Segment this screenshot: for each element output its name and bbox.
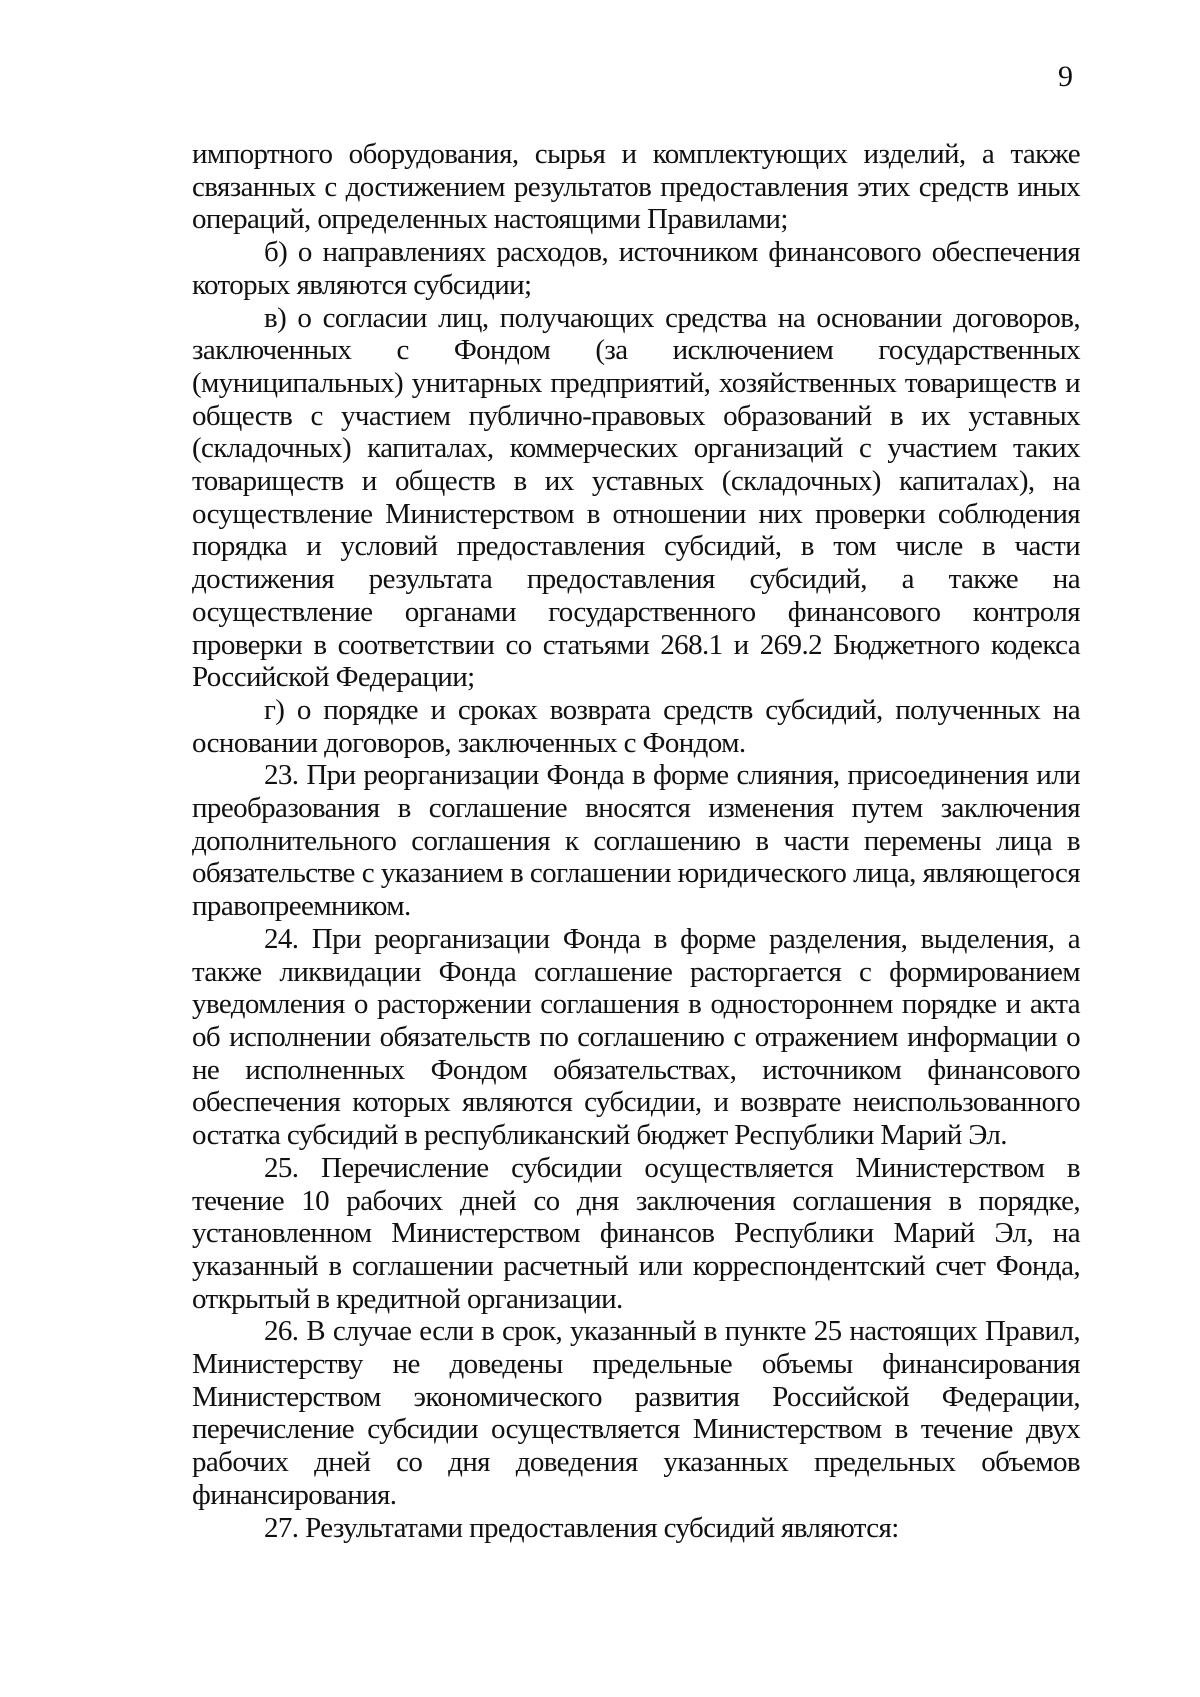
paragraph-25: 25. Перечисление субсидии осуществляется Министерством в течение 10 рабочих дней со дня заключения соглашения в порядке, установленном Министерством финансов Республики Марий Эл, на указанный в соглашении расчетный или корреспондентский счет Фонда, открытый в кредитной организации. xyxy=(192,1151,1080,1315)
paragraph-item-b: б) о направлениях расходов, источником финансового обеспечения которых являются субсидии; xyxy=(192,236,1080,301)
paragraph-item-v: в) о согласии лиц, получающих средства на основании договоров, заключенных с Фондом (за исключением государственных (муниципальных) унитарных предприятий, хозяйственных товариществ и обществ с участием публично-правовых образований в их уставных (складочных) капиталах, коммерческих организаций с участием таких товариществ и обществ в их уставных (складочных) капиталах), на осуществление Министерством в отношении них проверки соблюдения порядка и условий предоставления субсидий, в том числе в части достижения результата предоставления субсидий, а также на осуществление органами государственного финансового контроля проверки в соответствии со статьями 268.1 и 269.2 Бюджетного кодекса Российской Федерации; xyxy=(192,301,1080,694)
page-number: 9 xyxy=(1058,60,1073,93)
document-body xyxy=(192,138,1080,1544)
paragraph-27: 27. Результатами предоставления субсидий являются: xyxy=(264,1511,899,1544)
paragraph-24: 24. При реорганизации Фонда в форме разделения, выделения, а также ликвидации Фонда соглашение расторгается с формированием уведомления о расторжении соглашения в одностороннем порядке и акта об исполнении обязательств по соглашению с отражением информации о не исполненных Фондом обязательствах, источником финансового обеспечения которых являются субсидии, и возврате неиспользованного остатка субсидий в республиканский бюджет Республики Марий Эл. xyxy=(192,922,1080,1152)
paragraph-23: 23. При реорганизации Фонда в форме слияния, присоединения или преобразования в соглашение вносятся изменения путем заключения дополнительного соглашения к соглашению в части перемены лица в обязательстве с указанием в соглашении юридического лица, являющегося правопреемником. xyxy=(192,759,1080,923)
paragraph-item-g: г) о порядке и сроках возврата средств субсидий, полученных на основании договоров, заключенных с Фондом. xyxy=(192,693,1080,759)
paragraph-continuation: импортного оборудования, сырья и комплектующих изделий, а также связанных с достижением результатов предоставления этих средств иных операций, определенных настоящими Правилами; xyxy=(192,138,1080,236)
paragraph-26: 26. В случае если в срок, указанный в пункте 25 настоящих Правил, Министерству не доведены предельные объемы финансирования Министерством экономического развития Российской Федерации, перечисление субсидии осуществляется Министерством в течение двух рабочих дней со дня доведения указанных предельных объемов финансирования. xyxy=(192,1315,1080,1511)
